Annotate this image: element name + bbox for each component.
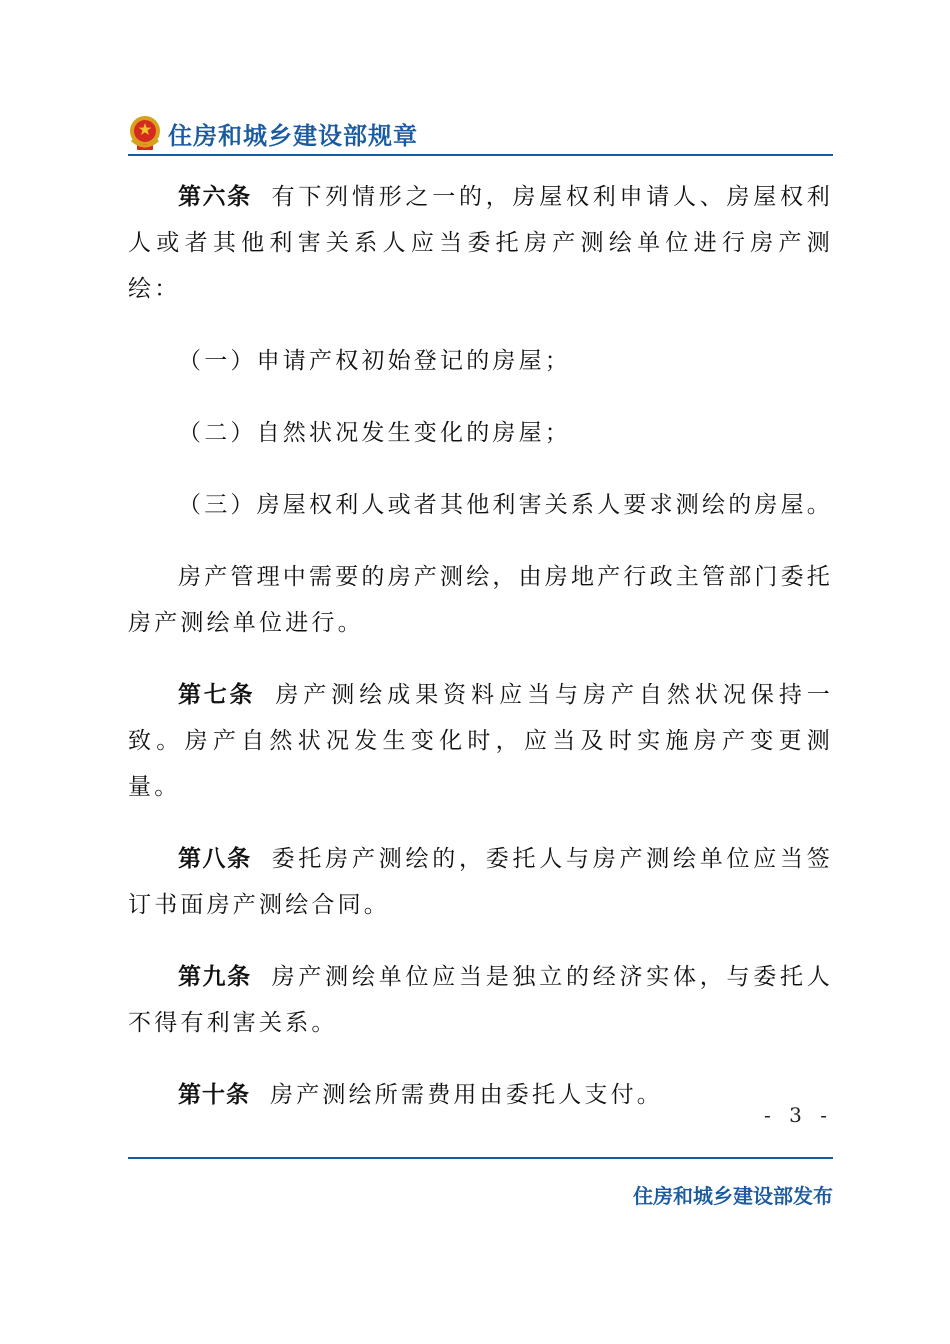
paragraph-text: 房产管理中需要的房产测绘，由房地产行政主管部门委托房产测绘单位进行。 xyxy=(128,564,833,636)
footer-publisher: 住房和城乡建设部发布 xyxy=(633,1184,833,1208)
article-text: 委托房产测绘的，委托人与房产测绘单位应当签订书面房产测绘合同。 xyxy=(128,846,833,918)
article-text: 房产测绘成果资料应当与房产自然状况保持一致。房产自然状况发生变化时，应当及时实施房产变更测量。 xyxy=(128,682,834,800)
paragraph xyxy=(128,554,833,646)
list-item-text: （一）申请产权初始登记的房屋； xyxy=(178,348,571,374)
article-label: 第九条 xyxy=(178,964,252,990)
article-label: 第十条 xyxy=(178,1082,250,1108)
footer-divider xyxy=(128,1157,833,1159)
article-text: 有下列情形之一的，房屋权利申请人、房屋权利人或者其他利害关系人应当委托房产测绘单位进行房产测绘： xyxy=(128,184,833,302)
article-10 xyxy=(128,1072,833,1118)
list-item xyxy=(128,410,833,456)
list-item-text: （二）自然状况发生变化的房屋； xyxy=(178,420,571,446)
article-label: 第六条 xyxy=(178,184,252,210)
article-label: 第七条 xyxy=(178,682,256,708)
article-7 xyxy=(128,672,833,810)
article-8 xyxy=(128,836,833,928)
list-item xyxy=(128,338,833,384)
list-item xyxy=(128,482,833,528)
header-divider xyxy=(128,154,833,156)
page-header xyxy=(128,114,833,156)
article-text: 房产测绘单位应当是独立的经济实体，与委托人不得有利害关系。 xyxy=(128,964,833,1036)
article-text: 房产测绘所需费用由委托人支付。 xyxy=(270,1082,663,1108)
document-body xyxy=(128,174,833,1144)
article-label: 第八条 xyxy=(178,846,252,872)
national-emblem-icon xyxy=(128,114,162,152)
article-6 xyxy=(128,174,833,312)
page-number: - 3 - xyxy=(764,1103,833,1127)
list-item-text: （三）房屋权利人或者其他利害关系人要求测绘的房屋。 xyxy=(178,492,833,518)
article-9 xyxy=(128,954,833,1046)
header-title: 住房和城乡建设部规章 xyxy=(168,122,418,150)
